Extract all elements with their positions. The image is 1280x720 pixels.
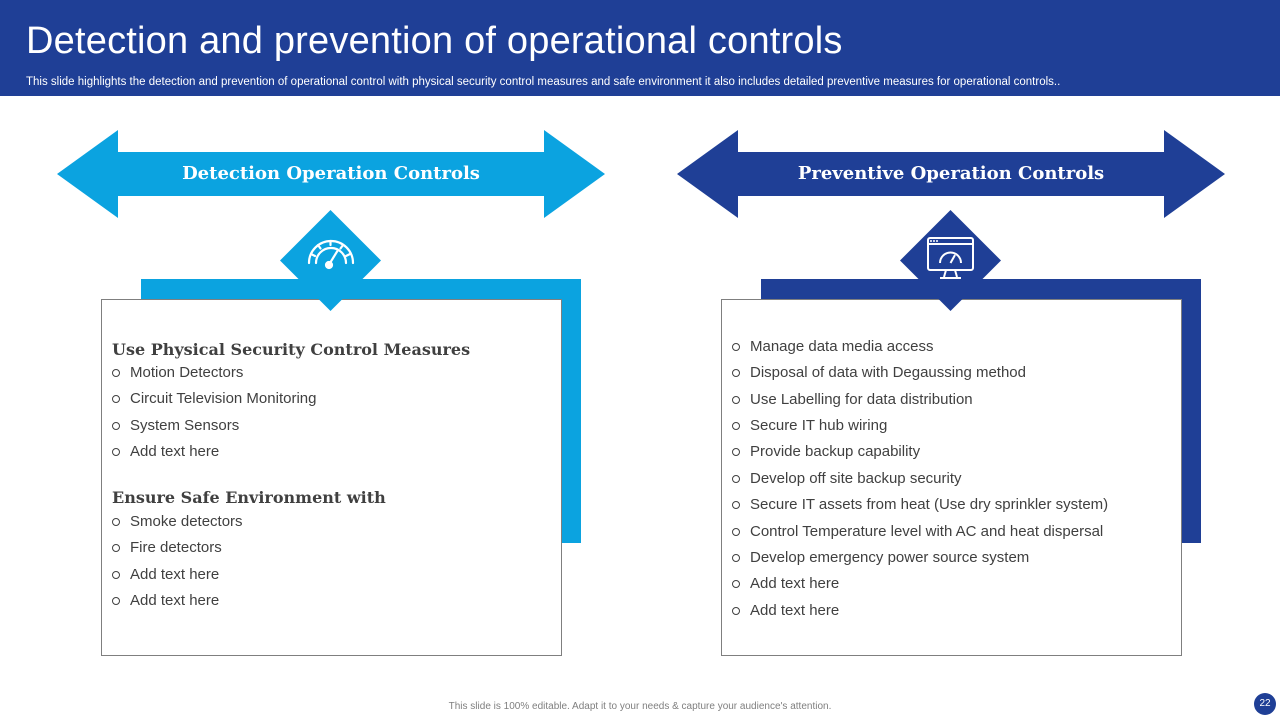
list-item: Add text here (732, 602, 839, 622)
detection-icon-badge (280, 210, 381, 311)
preventive-arrow (677, 130, 1225, 218)
group-heading: Use Physical Security Control Measures (112, 340, 471, 359)
list-item: Develop off site backup security (732, 470, 962, 490)
list-item: Provide backup capability (732, 443, 920, 463)
circle-bullet-icon (732, 396, 740, 404)
preventive-arrow-label: Preventive Operation Controls (797, 163, 1105, 184)
detection-arrow-label: Detection Operation Controls (182, 163, 480, 184)
circle-bullet-icon (732, 422, 740, 430)
group-heading: Ensure Safe Environment with (112, 488, 386, 507)
list-item: Fire detectors (112, 539, 222, 559)
circle-bullet-icon (732, 448, 740, 456)
list-item: Secure IT hub wiring (732, 417, 887, 437)
circle-bullet-icon (112, 448, 120, 456)
circle-bullet-icon (112, 571, 120, 579)
detection-arrow (57, 130, 605, 218)
preventive-panel (721, 299, 1182, 656)
list-item: Secure IT assets from heat (Use dry sprinkler system) (732, 496, 1108, 516)
monitor-dashboard-icon (900, 210, 1001, 311)
circle-bullet-icon (732, 607, 740, 615)
page-title: Detection and prevention of operational controls (26, 20, 843, 62)
list-item: Add text here (112, 592, 219, 612)
detection-panel (101, 299, 562, 656)
circle-bullet-icon (732, 475, 740, 483)
list-item: Smoke detectors (112, 513, 243, 533)
circle-bullet-icon (112, 597, 120, 605)
circle-bullet-icon (112, 422, 120, 430)
speedometer-icon (280, 210, 381, 311)
list-item: System Sensors (112, 417, 239, 437)
header-bar (0, 0, 1280, 96)
list-item: Control Temperature level with AC and heat dispersal (732, 523, 1103, 543)
circle-bullet-icon (732, 580, 740, 588)
circle-bullet-icon (732, 501, 740, 509)
list-item: Disposal of data with Degaussing method (732, 364, 1026, 384)
page-number-badge: 22 (1254, 693, 1276, 715)
circle-bullet-icon (112, 518, 120, 526)
list-item: Manage data media access (732, 338, 933, 358)
list-item: Develop emergency power source system (732, 549, 1029, 569)
circle-bullet-icon (732, 554, 740, 562)
list-item: Add text here (732, 575, 839, 595)
list-item: Motion Detectors (112, 364, 243, 384)
circle-bullet-icon (732, 369, 740, 377)
circle-bullet-icon (112, 395, 120, 403)
footer-note: This slide is 100% editable. Adapt it to your needs & capture your audience's attention. (448, 701, 832, 712)
page-subtitle: This slide highlights the detection and prevention of operational control with physical security control measures and safe environment it also includes detailed preventive measures for operational controls.. (26, 76, 1061, 88)
list-item: Use Labelling for data distribution (732, 391, 973, 411)
circle-bullet-icon (112, 369, 120, 377)
circle-bullet-icon (112, 544, 120, 552)
circle-bullet-icon (732, 343, 740, 351)
list-item: Circuit Television Monitoring (112, 390, 316, 410)
list-item: Add text here (112, 443, 219, 463)
preventive-icon-badge (900, 210, 1001, 311)
circle-bullet-icon (732, 528, 740, 536)
list-item: Add text here (112, 566, 219, 586)
